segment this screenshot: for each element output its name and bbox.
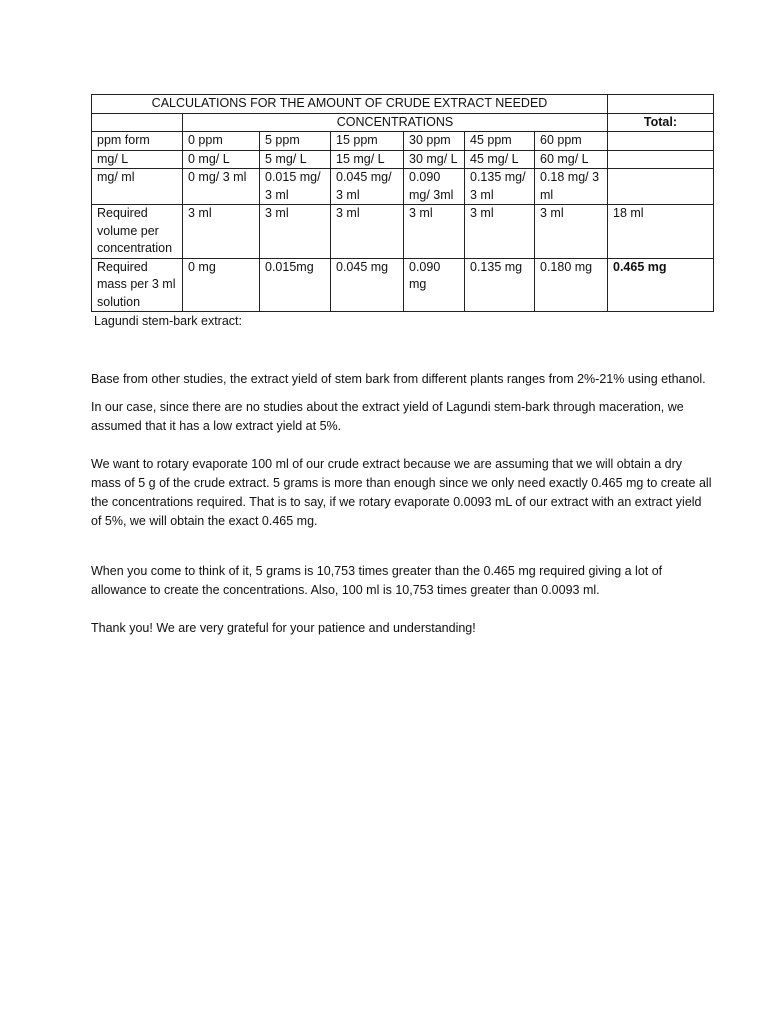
table-cell: 60 ppm (535, 132, 608, 151)
table-cell: 3 ml (331, 205, 404, 259)
concentrations-header: CONCENTRATIONS (183, 113, 608, 132)
total-cell: 18 ml (608, 205, 714, 259)
empty-cell (92, 113, 183, 132)
table-cell: 3 ml (183, 205, 260, 259)
table-row (92, 169, 714, 205)
row-label: ppm form (92, 132, 183, 151)
table-cell: 15 mg/ L (331, 150, 404, 169)
document-page (91, 94, 713, 638)
total-header: Total: (608, 113, 714, 132)
table-cell: 0.180 mg (535, 258, 608, 312)
table-row (92, 132, 714, 151)
row-label: mg/ L (92, 150, 183, 169)
table-caption: Lagundi stem-bark extract: (94, 314, 242, 328)
table-cell: 0.015 mg/ 3 ml (260, 169, 331, 205)
paragraph: When you come to think of it, 5 grams is 10,753 times greater than the 0.465 mg required giving a lot of allowance to create the concentrations. Also, 100 ml is 10,753 times greater than 0.0093 ml. (91, 564, 663, 597)
total-cell (608, 169, 714, 205)
total-cell (608, 132, 714, 151)
table-cell: 0 mg (183, 258, 260, 312)
table-cell: 45 ppm (465, 132, 535, 151)
table-cell: 3 ml (465, 205, 535, 259)
table-cell: 0 ppm (183, 132, 260, 151)
paragraph: Thank you! We are very grateful for your patience and understanding! (91, 621, 476, 635)
empty-cell (608, 95, 714, 114)
table-title: CALCULATIONS FOR THE AMOUNT OF CRUDE EXTRACT NEEDED (92, 95, 608, 114)
table-cell: 5 ppm (260, 132, 331, 151)
table-row (92, 258, 714, 312)
table-cell: 60 mg/ L (535, 150, 608, 169)
table-cell: 0 mg/ L (183, 150, 260, 169)
table-cell: 0.18 mg/ 3 ml (535, 169, 608, 205)
paragraph: We want to rotary evaporate 100 ml of our crude extract because we are assuming that we will obtain a dry mass of 5 g of the crude extract. 5 grams is more than enough since we only need exactly 0.465 mg to create all the concentrations required. That is to say, if we rotary evaporate 0.0093 mL of our extract with an extract yield of 5%, we will obtain the exact 0.465 mg. (91, 457, 712, 528)
table-cell: 0.135 mg (465, 258, 535, 312)
row-label: mg/ ml (92, 169, 183, 205)
table-row (92, 150, 714, 169)
table-cell: 3 ml (404, 205, 465, 259)
table-row (92, 205, 714, 259)
calculations-table (91, 94, 714, 312)
table-cell: 0.045 mg (331, 258, 404, 312)
table-cell: 0.090 mg (404, 258, 465, 312)
table-cell: 0.090 mg/ 3ml (404, 169, 465, 205)
table-cell: 0.135 mg/ 3 ml (465, 169, 535, 205)
table-cell: 3 ml (260, 205, 331, 259)
table-cell: 0.015mg (260, 258, 331, 312)
table-cell: 15 ppm (331, 132, 404, 151)
paragraph: In our case, since there are no studies about the extract yield of Lagundi stem-bark through maceration, we assumed that it has a low extract yield at 5%. (91, 400, 684, 433)
table-cell: 45 mg/ L (465, 150, 535, 169)
row-label: Required mass per 3 ml solution (92, 258, 183, 312)
row-label: Required volume per concentration (92, 205, 183, 259)
total-cell (608, 150, 714, 169)
table-cell: 0 mg/ 3 ml (183, 169, 260, 205)
total-cell: 0.465 mg (608, 258, 714, 312)
table-cell: 5 mg/ L (260, 150, 331, 169)
table-cell: 3 ml (535, 205, 608, 259)
table-cell: 30 ppm (404, 132, 465, 151)
paragraph: Base from other studies, the extract yield of stem bark from different plants ranges from 2%-21% using ethanol. (91, 372, 706, 386)
table-cell: 30 mg/ L (404, 150, 465, 169)
table-cell: 0.045 mg/ 3 ml (331, 169, 404, 205)
